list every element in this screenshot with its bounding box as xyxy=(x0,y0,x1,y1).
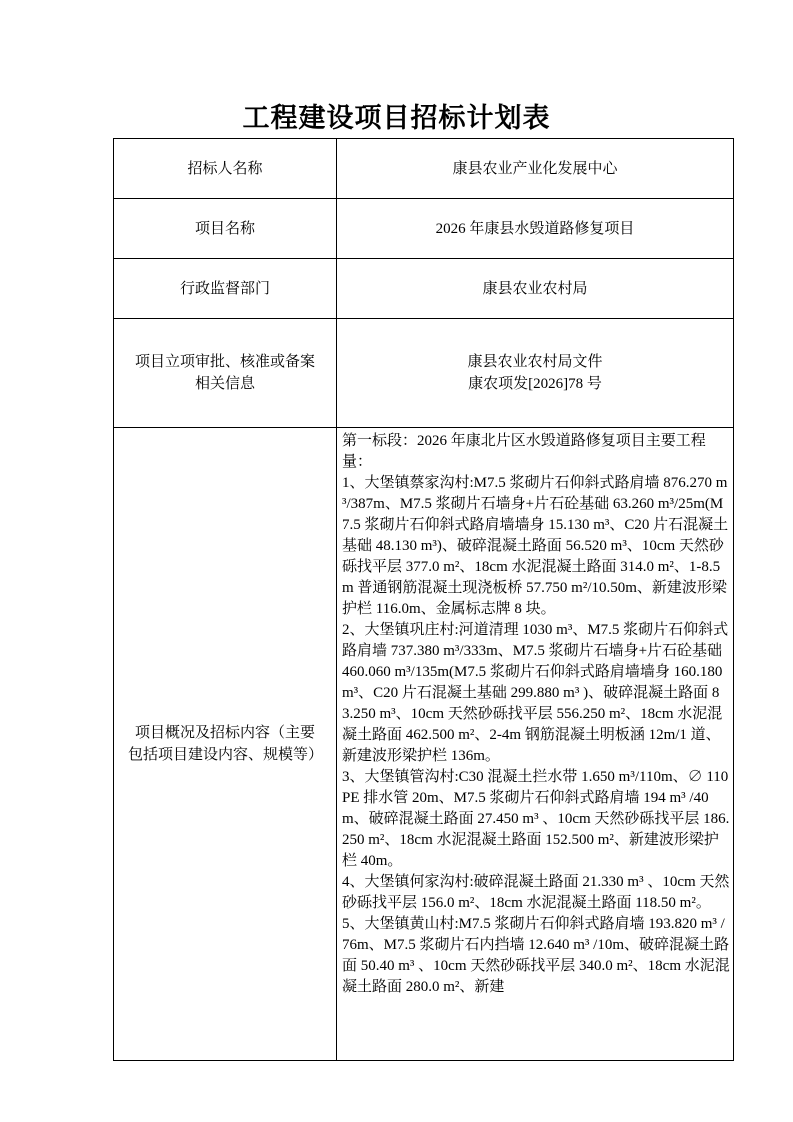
table-row xyxy=(114,199,734,259)
table-row xyxy=(114,319,734,428)
bidding-plan-table xyxy=(113,138,734,1061)
overview-item-3: 3、大堡镇管沟村:C30 混凝土拦水带 1.650 m³/110m、∅ 110PE 排水管 20m、M7.5 浆砌片石仰斜式路肩墙 194 m³ /40m、破碎混凝土路面 27.450 m³ 、10cm 天然砂砾找平层 186.250 m²、18cm 水泥混凝土路面 152.500 m²、新建波形梁护栏 40m。 xyxy=(342,769,730,869)
row-value-project-overview xyxy=(337,428,734,1061)
table-row xyxy=(114,428,734,1061)
row-label-project-overview: 项目概况及招标内容（主要包括项目建设内容、规模等） xyxy=(114,428,337,1061)
overview-item-1: 1、大堡镇蔡家沟村:M7.5 浆砌片石仰斜式路肩墙 876.270 m³/387m、M7.5 浆砌片石墙身+片石砼基础 63.260 m³/25m(M7.5 浆砌片石仰斜式路肩墙墙身 15.130 m³、C20 片石混凝土基础 48.130 m³)、破碎混凝土路面 56.520 m³、10cm 天然砂砾找平层 377.0 m²、18cm 水泥混凝土路面 314.0 m²、1-8.5m 普通钢筋混凝土现浇板桥 57.750 m²/10.50m、新建波形梁护栏 116.0m、金属标志牌 8 块。 xyxy=(342,475,729,617)
row-label-project-name: 项目名称 xyxy=(114,199,337,259)
approval-number-line: 康农项发[2026]78 号 xyxy=(468,376,602,392)
approval-document-line: 康县农业农村局文件 xyxy=(467,354,603,370)
row-label-bidder-name: 招标人名称 xyxy=(114,139,337,199)
overview-item-2: 2、大堡镇巩庄村:河道清理 1030 m³、M7.5 浆砌片石仰斜式路肩墙 737.380 m³/333m、M7.5 浆砌片石墙身+片石砼基础 460.060 m³/135m(M7.5 浆砌片石仰斜式路肩墙墙身 160.180 m³、C20 片石混凝土基础 299.880 m³ )、破碎混凝土路面 83.250 m³、10cm 天然砂砾找平层 556.250 m²、18cm 水泥混凝土路面 462.500 m²、2-4m 钢筋混凝土明板涵 12m/1 道、新建波形梁护栏 136m。 xyxy=(342,622,729,764)
table-row xyxy=(114,139,734,199)
overview-item-5: 5、大堡镇黄山村:M7.5 浆砌片石仰斜式路肩墙 193.820 m³ /76m、M7.5 浆砌片石内挡墙 12.640 m³ /10m、破碎混凝土路面 50.40 m³ 、10cm 天然砂砾找平层 340.0 m²、18cm 水泥混凝土路面 280.0 m²、新建 xyxy=(342,916,730,995)
overview-section-heading: 第一标段：2026 年康北片区水毁道路修复项目主要工程量： xyxy=(342,433,706,470)
row-label-supervising-department: 行政监督部门 xyxy=(114,259,337,319)
row-value-bidder-name: 康县农业产业化发展中心 xyxy=(337,139,734,199)
table-row xyxy=(114,259,734,319)
row-value-project-name: 2026 年康县水毁道路修复项目 xyxy=(337,199,734,259)
page-title: 工程建设项目招标计划表 xyxy=(242,103,551,133)
row-value-approval-info xyxy=(337,319,734,428)
overview-item-4: 4、大堡镇何家沟村:破碎混凝土路面 21.330 m³ 、10cm 天然砂砾找平层 156.0 m²、18cm 水泥混凝土路面 118.50 m²。 xyxy=(342,874,730,911)
row-value-supervising-department: 康县农业农村局 xyxy=(337,259,734,319)
row-label-approval-info: 项目立项审批、核准或备案相关信息 xyxy=(114,319,337,428)
